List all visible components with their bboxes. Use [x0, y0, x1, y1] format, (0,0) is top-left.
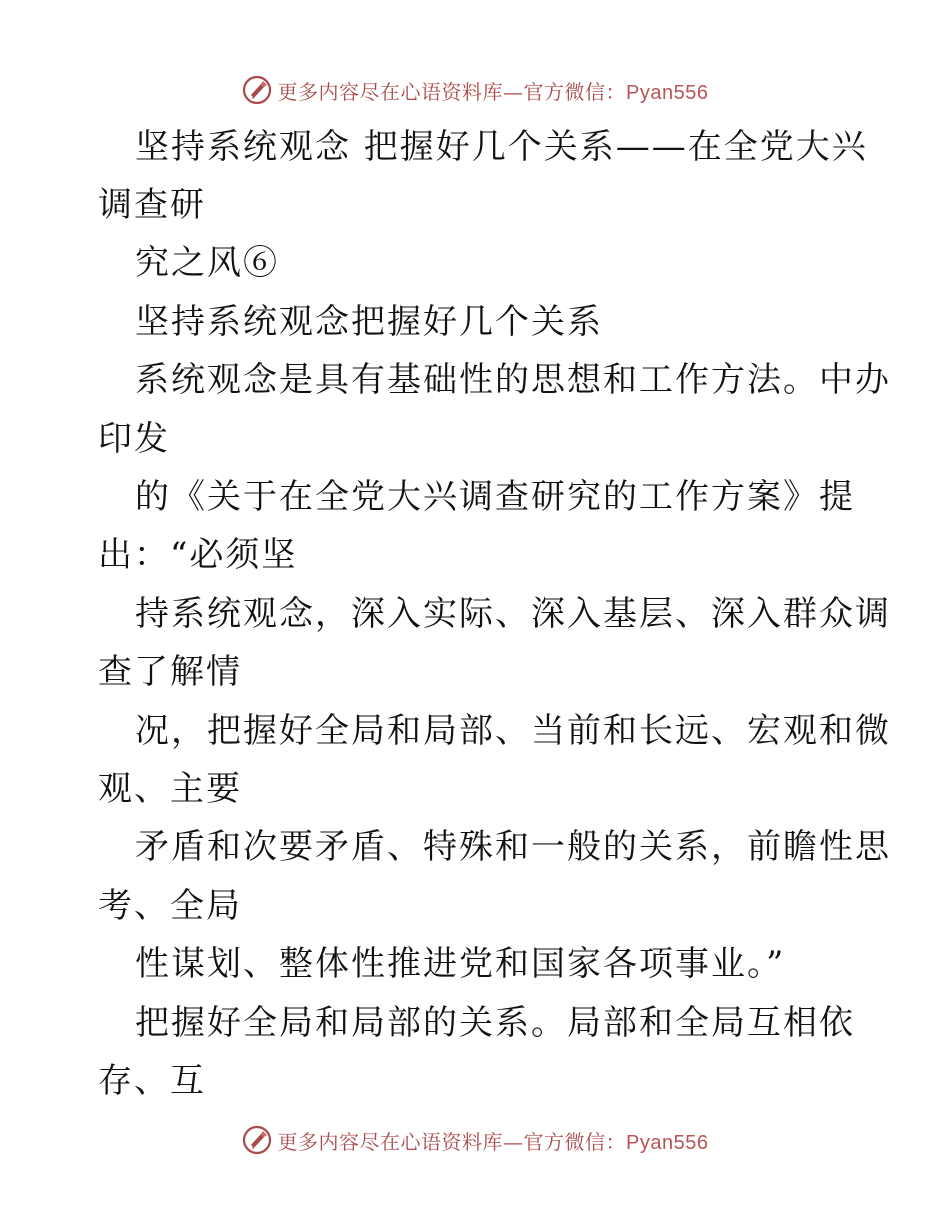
text-line: 出：“必须坚 [98, 535, 298, 575]
text-line: 究之风⑥ [135, 243, 279, 283]
text-line: 性谋划、整体性推进党和国家各项事业。” [135, 944, 786, 984]
text-line: 观、主要 [98, 769, 242, 809]
text-line: 的《关于在全党大兴调查研究的工作方案》提 [135, 477, 855, 517]
text-line: 持系统观念，深入实际、深入基层、深入群众调 [135, 594, 891, 634]
text-line: 查了解情 [98, 652, 242, 692]
text-line: 调查研 [98, 185, 206, 225]
text-line: 印发 [98, 419, 170, 459]
watermark-id: Pyan556 [626, 1131, 709, 1154]
header-watermark [0, 70, 950, 110]
watermark-label [278, 1126, 709, 1155]
text-line: 矛盾和次要矛盾、特殊和一般的关系，前瞻性思 [135, 827, 891, 867]
watermark-text: 更多内容尽在心语资料库—官方微信： [277, 1129, 627, 1154]
text-line: 存、互 [98, 1061, 206, 1101]
text-line: 系统观念是具有基础性的思想和工作方法。中办 [135, 360, 891, 400]
text-line: 把握好全局和局部的关系。局部和全局互相依 [135, 1003, 855, 1043]
text-line: 考、全局 [98, 886, 242, 926]
watermark-id: Pyan556 [626, 81, 709, 104]
pen-seal-icon [242, 1125, 272, 1155]
footer-watermark [0, 1120, 950, 1160]
watermark-label [278, 76, 709, 105]
text-line: 坚持系统观念 把握好几个关系——在全党大兴 [135, 127, 868, 167]
text-line: 况，把握好全局和局部、当前和长远、宏观和微 [135, 711, 891, 751]
watermark-text: 更多内容尽在心语资料库—官方微信： [277, 79, 627, 104]
pen-seal-icon [242, 75, 272, 105]
text-line: 坚持系统观念把握好几个关系 [135, 302, 603, 342]
